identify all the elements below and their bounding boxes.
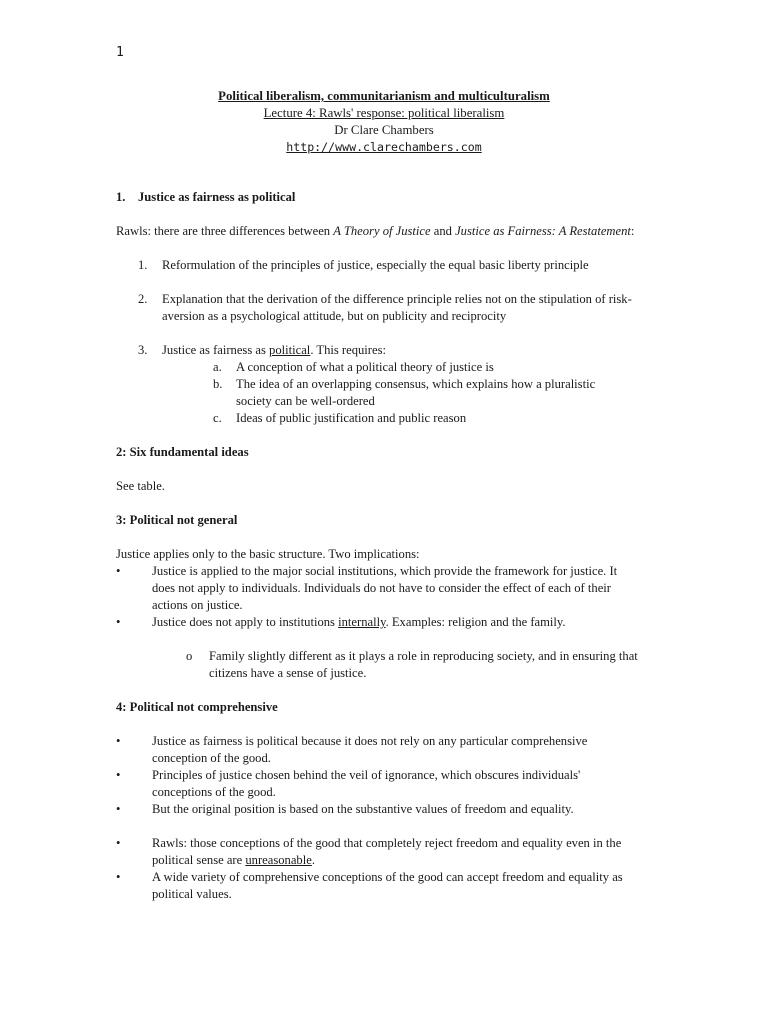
underlined-term: political	[269, 343, 311, 357]
bullet-marker: •	[116, 836, 121, 850]
bullet-marker: •	[116, 615, 121, 629]
sublist-item-text: The idea of an overlapping consensus, which explains how a pluralistic society can be well-ordered	[236, 377, 596, 408]
list-marker: 1.	[138, 258, 148, 272]
section-1-intro	[116, 223, 656, 240]
section-4-heading: 4: Political not comprehensive	[116, 700, 278, 714]
bullet-text: Principles of justice chosen behind the veil of ignorance, which obscures individuals' conceptions of the good.	[152, 768, 581, 799]
intro-suffix: :	[630, 224, 635, 238]
intro-and: and	[430, 224, 456, 238]
bullet-suffix: . Examples: religion and the family.	[385, 615, 566, 629]
document-header	[116, 88, 652, 156]
section-3-heading: 3: Political not general	[116, 513, 238, 527]
bullet-text	[152, 835, 642, 869]
list-item-text: Reformulation of the principles of justice, especially the equal basic liberty principle	[162, 258, 589, 272]
bullet-text: Justice as fairness is political because it does not rely on any particular comprehensive conception of the good.	[152, 734, 588, 765]
sublist-marker: b.	[213, 377, 223, 391]
item-prefix: Justice as fairness as	[162, 343, 270, 357]
bullet-prefix: Justice does not apply to institutions	[152, 615, 339, 629]
bullet-suffix: .	[311, 853, 315, 867]
bullet-text: But the original position is based on the substantive values of freedom and equality.	[152, 802, 574, 816]
bullet-marker: •	[116, 564, 121, 578]
book-title-restatement: Justice as Fairness: A Restatement	[455, 224, 631, 238]
section-1-heading	[116, 189, 295, 206]
list-marker: 3.	[138, 343, 148, 357]
page-number: 1	[116, 45, 124, 60]
bullet-text	[152, 614, 642, 631]
author-name: Dr Clare Chambers	[334, 123, 434, 137]
list-item-text	[162, 342, 652, 359]
bullet-text: A wide variety of comprehensive conceptions of the good can accept freedom and equality as political values.	[152, 870, 623, 901]
bullet-prefix: Rawls: those conceptions of the good that completely reject freedom and equality even in the political sense are	[152, 836, 622, 867]
sublist-marker: c.	[213, 411, 222, 425]
book-title-theory: A Theory of Justice	[333, 224, 431, 238]
list-item-text: Explanation that the derivation of the difference principle relies not on the stipulation of risk-aversion as a psychological attitude, but on publicity and reciprocity	[162, 292, 632, 323]
underlined-term: unreasonable	[245, 853, 312, 867]
list-marker: 2.	[138, 292, 148, 306]
website-link[interactable]: http://www.clarechambers.com	[286, 140, 482, 154]
bullet-marker: •	[116, 870, 121, 884]
section-2-text: See table.	[116, 479, 165, 493]
sub-bullet-text: Family slightly different as it plays a role in reproducing society, and in ensuring that citizens have a sense of justice.	[209, 649, 638, 680]
sub-bullet-marker: o	[186, 649, 193, 663]
section-1-title: Justice as fairness as political	[138, 190, 296, 204]
bullet-marker: •	[116, 768, 121, 782]
bullet-marker: •	[116, 734, 121, 748]
section-1-number: 1.	[116, 190, 126, 204]
lecture-title: Lecture 4: Rawls' response: political liberalism	[263, 106, 505, 120]
intro-prefix: Rawls: there are three differences between	[116, 224, 334, 238]
underlined-term: internally	[338, 615, 386, 629]
bullet-marker: •	[116, 802, 121, 816]
sublist-marker: a.	[213, 360, 222, 374]
section-2-heading: 2: Six fundamental ideas	[116, 445, 249, 459]
sublist-item-text: Ideas of public justification and public reason	[236, 411, 467, 425]
item-suffix: . This requires:	[310, 343, 386, 357]
bullet-text: Justice is applied to the major social institutions, which provide the framework for justice. It does not apply to individuals. Individuals do not have to consider the effect of each of their actions on justice.	[152, 564, 618, 612]
section-3-intro: Justice applies only to the basic structure. Two implications:	[116, 547, 420, 561]
course-title: Political liberalism, communitarianism and multiculturalism	[218, 89, 550, 103]
sublist-item-text: A conception of what a political theory of justice is	[236, 360, 494, 374]
